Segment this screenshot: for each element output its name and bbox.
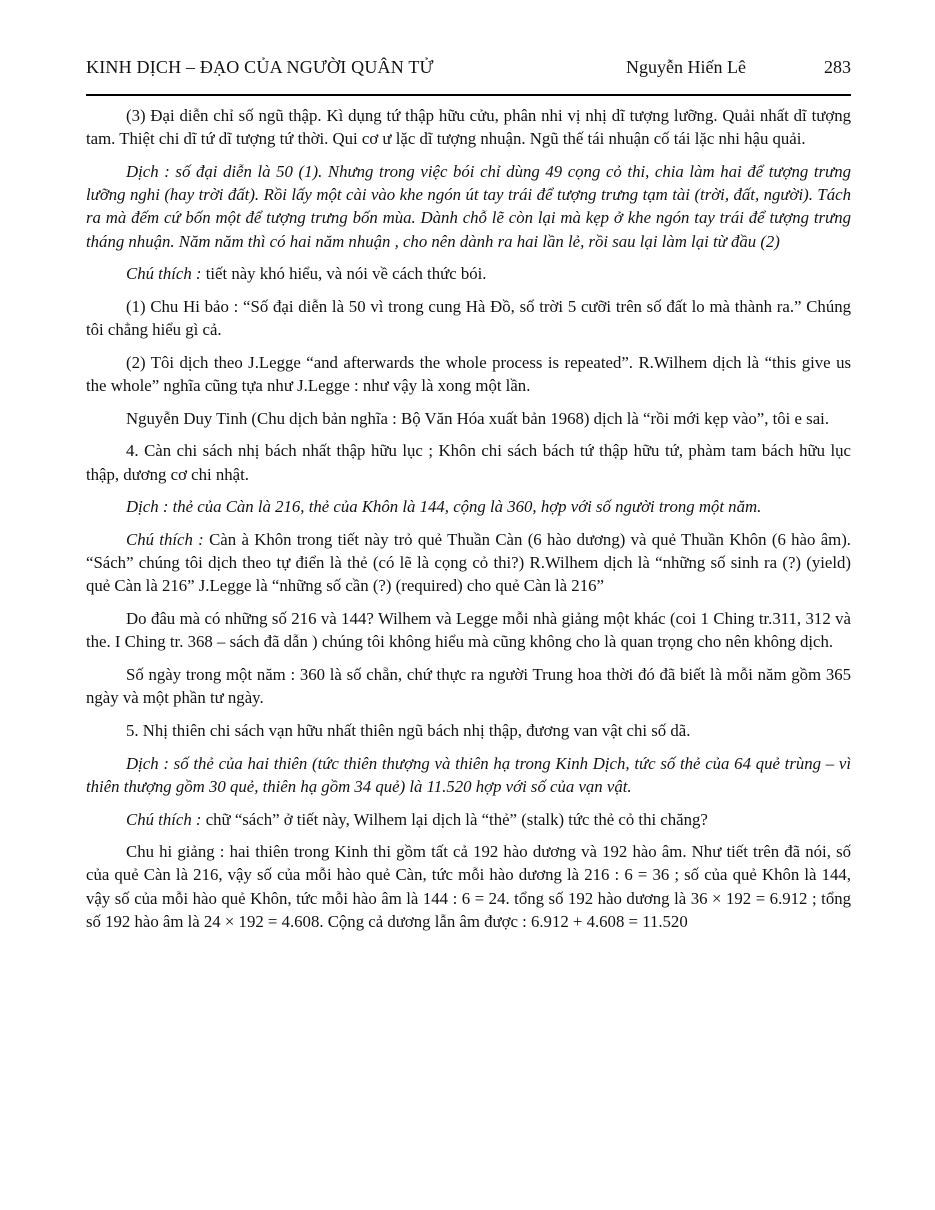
paragraph-segment-italic: Dịch : số đại diễn là 50 (1). Nhưng trong việc bói chỉ dùng 49 cọng cỏ thi, chia làm hai để tượng trưng lưỡng nghi (hay trời đất). Rồi lấy một cài vào khe ngón út tay trái để tượng trưng tạm tài (trời, đất, người). Tách ra mà đếm cứ bốn một để tượng trưng bốn mùa. Dành chỗ lẽ còn lại mà kẹp ở khe ngón tay trái để tượng trưng tháng nhuận. Năm năm thì có hai năm nhuận , cho nên dành ra hai lần lẻ, rồi sau lại làm lại từ đầu (2) — [86, 161, 851, 251]
header-right — [626, 55, 851, 79]
author-name: Nguyễn Hiến Lê — [626, 57, 746, 77]
note-chu-hi-giang — [86, 840, 851, 933]
paragraph-segment: Do đâu mà có những số 216 và 144? Wilhem và Legge mỗi nhà giảng một khác (coi 1 Ching tr.311, 312 và the. I Ching tr. 368 – sách đã dẫn ) chúng tôi không hiểu mà cũng không cho là quan trọng cho nên không dịch. — [86, 609, 851, 652]
paragraph-segment: Càn à Khôn trong tiết này trỏ quẻ Thuần Càn (6 hào dương) và quẻ Thuần Khôn (6 hào âm). “Sách” chúng tôi dịch theo tự điển là thẻ (có lẽ là cọng cỏ thi?) R.Wilhem dịch là “những số sinh ra (?) (yield) quẻ Càn là 216” J.Legge là “những số cần (?) (required) cho quẻ Càn là 216” — [86, 530, 852, 596]
note-nguyen-duy-tinh — [86, 407, 851, 430]
paragraph-segment: Chu hi giảng : hai thiên trong Kinh thi gồm tất cả 192 hào dương và 192 hào âm. Như tiết trên đã nói, số của quẻ Càn là 216, vậy số của mỗi hào quẻ Càn, tức mỗi hào dương là 216 : 6 = 36 ; số của quẻ Khôn là 144, vậy số của mỗi hào quẻ Khôn, tức mỗi hào âm là 144 : 6 = 24. tổng số 192 hào dương là 36 × 192 = 6.912 ; tổng số 192 hào âm là 24 × 192 = 4.608. Cộng cả dương lẫn âm được : 6.912 + 4.608 = 11.520 — [86, 842, 851, 931]
chu-thich-tiet-3 — [86, 262, 851, 285]
page-header — [86, 55, 851, 79]
note-so-ngay — [86, 663, 851, 709]
paragraph-segment: Nguyễn Duy Tinh (Chu dịch bản nghĩa : Bộ Văn Hóa xuất bản 1968) dịch là “rồi mới kẹp vào”, tôi e sai. — [126, 408, 830, 428]
note-216-144 — [86, 607, 851, 653]
paragraph-segment: 4. Càn chi sách nhị bách nhất thập hữu lục ; Khôn chi sách bách tứ thập hữu tứ, phàm tam bách hữu lục thập, dương cơ chi nhật. — [86, 441, 851, 484]
paragraph-segment: chữ “sách” ở tiết này, Wilhem lại dịch là “thẻ” (stalk) tức thẻ cỏ thi chăng? — [205, 809, 708, 829]
header-rule — [86, 94, 851, 96]
paragraph-segment: (3) Đại diễn chỉ số ngũ thập. Kì dụng tứ thập hữu cửu, phân nhi vị nhị dĩ tượng lưỡng. Quải nhất dĩ tượng tam. Thiệt chi dĩ tứ dĩ tượng tứ thời. Qui cơ ư lặc dĩ tượng nhuận. Ngũ thế tái nhuận cố tái lặc nhi hậu quải. — [86, 106, 851, 149]
body-text — [86, 104, 851, 933]
dich-tiet-4 — [86, 495, 851, 518]
dich-tiet-5 — [86, 752, 851, 798]
paragraph-segment: 5. Nhị thiên chi sách vạn hữu nhất thiên ngũ bách nhị thập, đương van vật chi số dã. — [126, 720, 691, 740]
paragraph-segment-italic: Chú thích : — [126, 530, 210, 550]
paragraph-segment-italic: Chú thích : — [126, 809, 206, 829]
kinh-van-tiet-5 — [86, 719, 851, 742]
paragraph-segment-italic: Dịch : thẻ của Càn là 216, thẻ của Khôn là 144, cộng là 360, hợp với số người trong một năm. — [126, 497, 762, 517]
paragraph-segment: tiết này khó hiểu, và nói về cách thức bói. — [205, 264, 487, 284]
page-number: 283 — [824, 57, 851, 77]
footnote-1 — [86, 295, 851, 341]
paragraph-segment: Số ngày trong một năm : 360 là số chẵn, chứ thực ra người Trung hoa thời đó đã biết là mỗi năm gồm 365 ngày và một phần tư ngày. — [86, 665, 851, 708]
paragraph-segment-italic: Chú thích : — [126, 264, 206, 284]
chu-thich-tiet-4 — [86, 528, 851, 598]
chu-thich-tiet-5 — [86, 808, 851, 831]
footnote-2 — [86, 351, 851, 397]
dich-tiet-3 — [86, 160, 851, 253]
kinh-van-tiet-4 — [86, 439, 851, 485]
running-title: KINH DỊCH – ĐẠO CỦA NGƯỜI QUÂN TỬ — [86, 57, 434, 77]
paragraph-segment: (2) Tôi dịch theo J.Legge “and afterwards the whole process is repeated”. R.Wilhem dịch là “this give us the whole” nghĩa cũng tựa như J.Legge : như vậy là xong một lần. — [86, 352, 851, 396]
kinh-van-tiet-3 — [86, 104, 851, 150]
paragraph-segment: (1) Chu Hi bảo : “Số đại diễn là 50 vì trong cung Hà Đồ, số trời 5 cưỡi trên số đất lo mà thành ra.” Chúng tôi chẳng hiểu gì cả. — [86, 296, 851, 340]
paragraph-segment-italic: Dịch : số thẻ của hai thiên (tức thiên thượng và thiên hạ trong Kinh Dịch, tức số thẻ của 64 quẻ trùng – vì thiên thượng gồm 30 quẻ, thiên hạ gồm 34 quẻ) là 11.520 hợp với số của vạn vật. — [86, 753, 851, 796]
